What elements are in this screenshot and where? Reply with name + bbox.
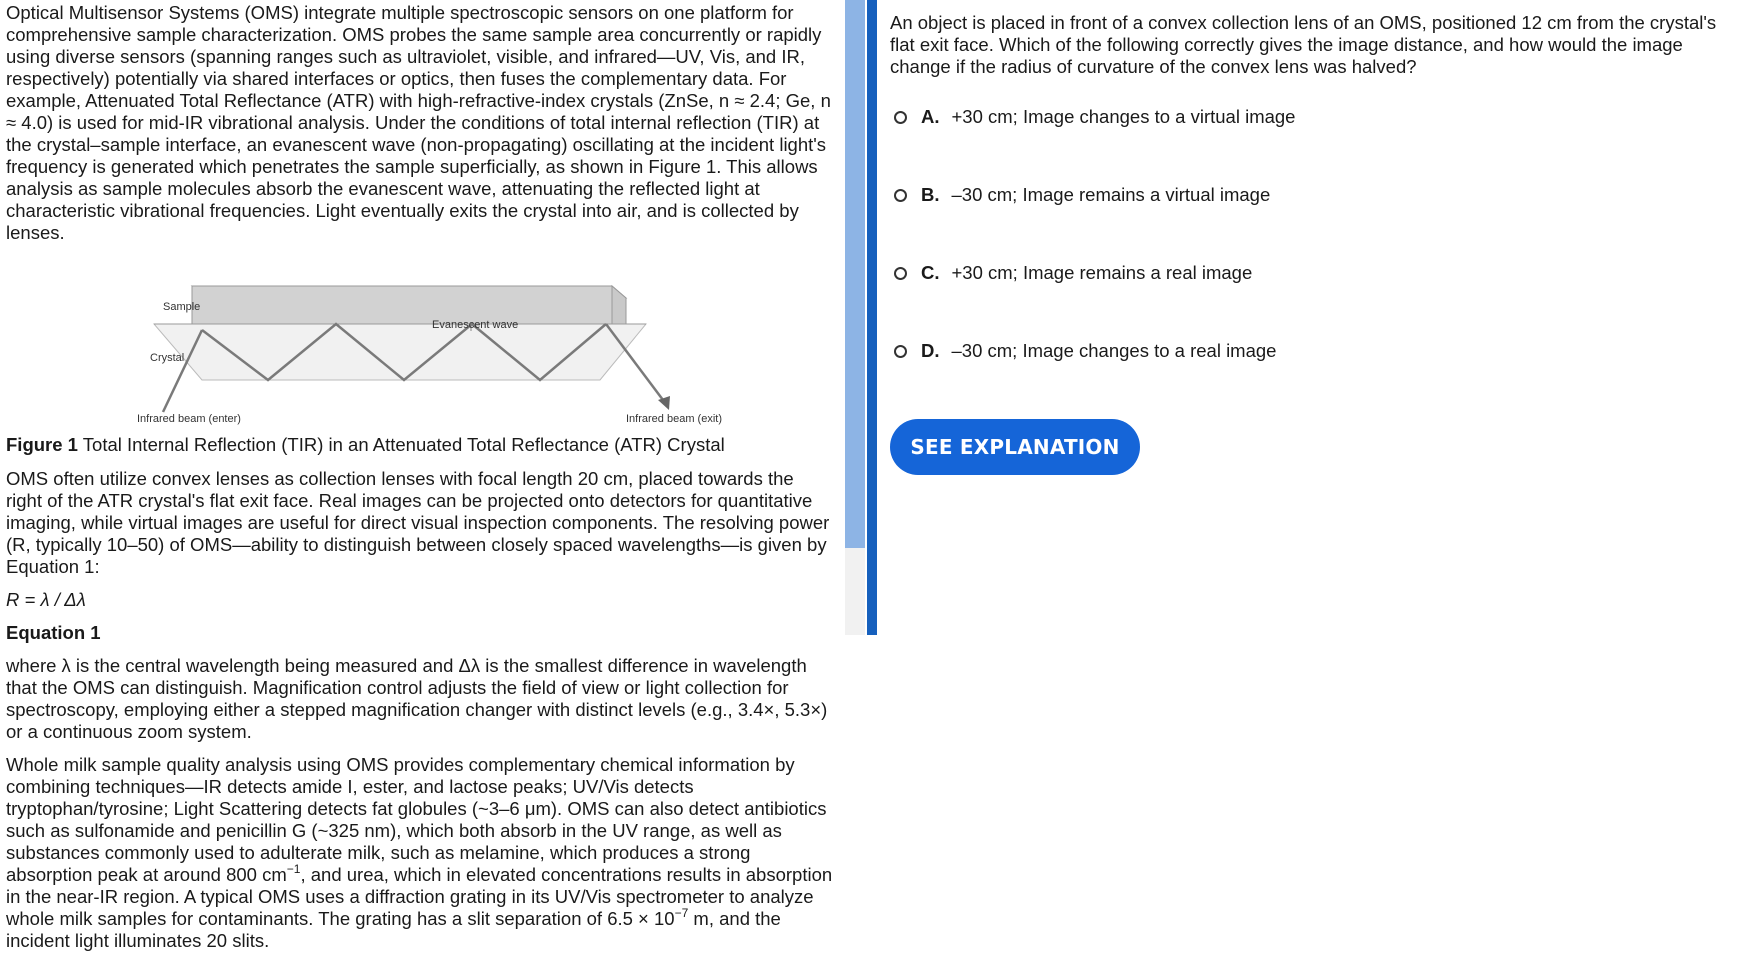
paragraph-4-sup-1: −1 [286,862,301,876]
figure-caption-text: Total Internal Reflection (TIR) in an Attenuated Total Reflectance (ATR) Crystal [82,434,725,455]
question-stem: An object is placed in front of a convex collection lens of an OMS, positioned 12 cm from the crystal's flat exit face. Which of the following correctly gives the image distance, and how would the image change if the radius of curvature of the convex lens was halved? [890,12,1717,77]
paragraph-4-sup-2: −7 [674,906,689,920]
choice-b-text: –30 cm; Image remains a virtual image [951,184,1271,205]
paragraph-4-part-2: , and urea, which in elevated concentrations results in absorption in the near-IR region. A typical OMS uses a diffraction grating in its UV/Vis spectrometer to analyze whole milk samples for contaminants. The grating has a slit separation of 6.5 × 10 [6,864,833,929]
label-crystal: Crystal [150,352,185,364]
question-panel [890,12,1735,459]
passage-scrollbar-thumb[interactable] [845,0,865,548]
passage-paragraph-4 [6,754,834,952]
equation-1 [6,589,834,611]
radio-c-icon[interactable] [894,267,907,280]
label-beam-enter: Infrared beam (enter) [137,413,241,425]
panel-divider[interactable] [867,0,877,635]
choice-a[interactable] [890,106,1735,128]
passage-paragraph-2: OMS often utilize convex lenses as collection lenses with focal length 20 cm, placed towards the right of the ATR crystal's flat exit face. Real images can be projected onto detectors for quantitative imaging, while virtual images are useful for direct visual inspection components. The resolving power (R, typically 10–50) of OMS—ability to distinguish between closely spaced wavelengths—is given by Equation 1: [6,468,830,577]
choice-c-letter: C. [921,262,940,283]
radio-b-icon[interactable] [894,189,907,202]
label-beam-exit: Infrared beam (exit) [626,413,722,425]
passage-paragraph-3: where λ is the central wavelength being measured and Δλ is the smallest difference in wavelength that the OMS can distinguish. Magnification control adjusts the field of view or light collection for spectroscopy, employing either a stepped magnification changer with distinct levels (e.g., 3.4×, 5.3×) or a continuous zoom system. [6,655,828,742]
choice-a-text: +30 cm; Image changes to a virtual image [951,106,1296,127]
figure-atr-crystal [6,264,834,464]
label-evanescent-wave: Evanescent wave [432,319,519,331]
choice-b-letter: B. [921,184,940,205]
choice-c[interactable] [890,262,1735,284]
paragraph-4-part-1: Whole milk sample quality analysis using OMS provides complementary chemical information by combining techniques—IR detects amide I, ester, and lactose peaks; UV/Vis detects tryptophan/tyrosine; Light Scattering detects fat globules (~3–6 μm). OMS can also detect antibiotics such as sulfonamide and penicillin G (~325 nm), which both absorb in the UV range, as well as substances commonly used to adulterate milk, such as melamine, which produces a strong absorption peak at around 800 cm [6,754,827,885]
paragraph-4-part-3: m, and the incident light illuminates 20 slits. [6,908,781,951]
equation-label: Equation 1 [6,622,101,643]
choice-d-text: –30 cm; Image changes to a real image [951,340,1277,361]
choice-b[interactable] [890,184,1735,206]
choice-d[interactable] [890,340,1735,362]
passage-panel[interactable] [0,0,840,977]
radio-a-icon[interactable] [894,111,907,124]
choice-d-letter: D. [921,340,940,361]
see-explanation-button[interactable]: SEE EXPLANATION [890,419,1140,475]
radio-d-icon[interactable] [894,345,907,358]
label-sample: Sample [163,301,201,313]
choice-c-text: +30 cm; Image remains a real image [951,262,1253,283]
figure-caption-label: Figure 1 [6,434,78,455]
choice-a-letter: A. [921,106,940,127]
passage-paragraph-1: Optical Multisensor Systems (OMS) integrate multiple spectroscopic sensors on one platform for comprehensive sample characterization. OMS probes the same sample area concurrently or rapidly using diverse sensors (spanning ranges such as ultraviolet, visible, and infrared—UV, Vis, and IR, respectively) potentially via shared interfaces or optics, then fuses the complementary data. For example, Attenuated Total Reflectance (ATR) with high-refractive-index crystals (ZnSe, n ≈ 2.4; Ge, n ≈ 4.0) is used for mid-IR vibrational analysis. Under the conditions of total internal reflection (TIR) at the crystal–sample interface, an evanescent wave (non-propagating) oscillating at the incident light's frequency is generated which penetrates the sample superficially, as shown in Figure 1. This allows analysis as sample molecules absorb the evanescent wave, attenuating the reflected light at characteristic vibrational frequencies. Light eventually exits the crystal into air, and is collected by lenses. [6,2,831,243]
exit-arrowhead-icon [658,396,670,410]
answer-choices [890,106,1735,362]
equation-text: R = λ / Δλ [6,589,86,610]
